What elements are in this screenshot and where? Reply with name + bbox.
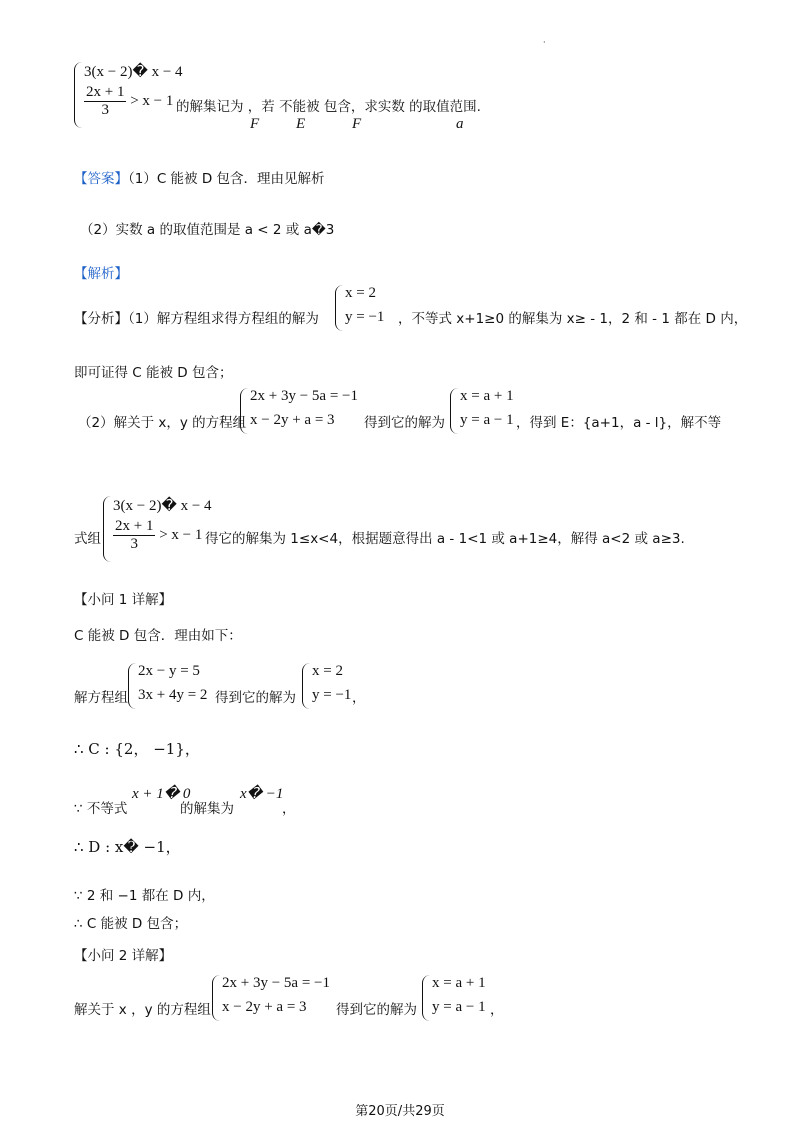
system-row: x = a + 1 [460,388,514,404]
brace [240,388,249,434]
numerator: 2x + 1 [115,518,154,534]
fraction [84,84,126,119]
equation-system [240,388,370,434]
q1-line-7: ∴ C 能被 D 包含； [74,916,188,932]
analysis-tag: 【解析】 [74,266,128,282]
denominator: 3 [101,102,109,118]
q2-line-1b: 得到它的解为 [336,1002,417,1018]
fraction [113,518,155,553]
system-row [113,518,202,553]
brace [74,62,83,128]
q1-line-2c: ， [352,690,366,706]
fenxi-line-3c: ，得到 E：{a+1，a - l}，解不等 [516,415,722,431]
letter-a: a [456,116,464,132]
letter-F: F [250,116,260,132]
system-row: y = a − 1 [432,999,486,1015]
system-row: 3(x − 2)� x − 4 [113,498,212,514]
fenxi-line-1b: ，不等式 x+1≥0 的解集为 x≥ - 1，2 和 - 1 都在 D 内， [398,311,748,327]
brace [302,663,311,709]
q1-line-4d: x� −1 [240,786,284,802]
q1-line-2a: 解方程组 [74,690,128,706]
fenxi-line-4a: 式组 [74,531,101,547]
numerator: 2x + 1 [86,84,125,100]
q1-line-6: ∵ 2 和 −1 都在 D 内， [74,888,215,904]
fenxi-line-4b: 得它的解集为 1≤x<4，根据题意得出 a - 1<1 或 a+1≥4，解得 a<2 或 a≥3. [205,531,685,547]
letter-E: E [296,116,306,132]
system-row: x = 2 [345,285,376,301]
system-row: x = a + 1 [432,975,486,991]
brace [422,975,431,1021]
inequality-system [103,496,213,562]
q1-line-3: ∴ C : {2， −1}， [74,740,200,758]
q1-line-1: C 能被 D 包含．理由如下： [74,628,242,644]
system-row: y = −1 [312,687,352,703]
brace [335,285,344,331]
q1-line-4e: ， [282,801,296,817]
q1-line-4c: 的解集为 [180,801,234,817]
brace [450,388,459,434]
q1-line-4a: ∵ 不等式 [74,801,128,817]
fenxi-line-3a: （2）解关于 x，y 的方程组 [78,415,247,431]
fenxi-tag: 【分析】 [74,311,128,327]
q2-line-1a: 解关于 x ，y 的方程组 [74,1002,211,1018]
fenxi-line-3b: 得到它的解为 [364,415,445,431]
inequality-tail: > x − 1 [159,526,203,543]
question-tail: 的解集记为 ，若 不能被 包含，求实数 的取值范围. [176,99,481,115]
denominator: 3 [130,536,138,552]
letter-F: F [352,116,362,132]
solution-system [450,388,520,434]
system-row: 2x − y = 5 [138,663,200,679]
system-row: x − 2y + a = 3 [250,412,335,428]
system-row: 2x + 3y − 5a = −1 [250,388,358,404]
system-row [84,84,173,119]
system-row: 3(x − 2)� x − 4 [84,64,183,80]
answer-line-1 [74,167,325,187]
equation-system [128,663,228,709]
system-row: 3x + 4y = 2 [138,687,208,703]
solution-system [422,975,492,1021]
answer-tag: 【答案】 [74,171,128,187]
inequality-system-top [74,62,184,128]
brace [128,663,137,709]
equation-system [212,975,342,1021]
q2-line-1c: ， [490,1002,504,1018]
brace [212,975,221,1021]
system-row: x = 2 [312,663,343,679]
q1-line-5: ∴ D : x� −1， [74,838,181,856]
fenxi-line-1a [74,307,319,327]
page-footer: 第20页/共29页 [355,1104,445,1119]
q1-line-4b: x + 1� 0 [132,786,191,802]
brace [103,496,112,562]
system-row: 2x + 3y − 5a = −1 [222,975,330,991]
inequality-tail: > x − 1 [130,92,174,109]
q1-tag: 【小问 1 详解】 [74,592,173,608]
answer-text: （1）C 能被 D 包含．理由见解析 [128,171,325,187]
fenxi-text: （1）解方程组求得方程组的解为 [128,311,319,327]
q1-line-2b: 得到它的解为 [215,690,296,706]
answer-line-2: （2）实数 a 的取值范围是 a < 2 或 a�3 [80,222,335,238]
solution-system [335,285,395,331]
system-row: y = a − 1 [460,412,514,428]
system-row: x − 2y + a = 3 [222,999,307,1015]
system-row: y = −1 [345,309,385,325]
fenxi-line-2: 即可证得 C 能被 D 包含； [74,365,233,381]
q2-tag: 【小问 2 详解】 [74,948,173,964]
stray-dot: · [543,38,546,47]
